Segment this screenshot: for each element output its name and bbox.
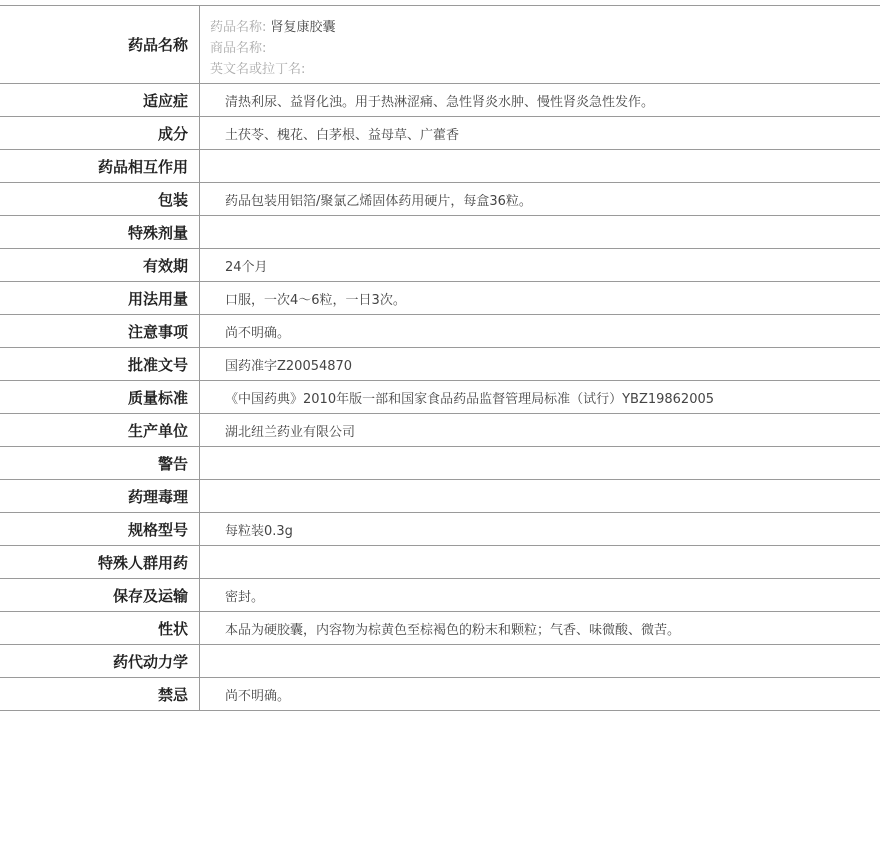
- row-precautions: [0, 315, 880, 348]
- row-indications: [0, 84, 880, 117]
- value-quality-standard: 《中国药典》2010年版一部和国家食品药品监督管理局标准（试行）YBZ19862005: [225, 391, 715, 407]
- drug-name-block: [200, 6, 880, 83]
- value-ingredients: 土茯苓、槐花、白茅根、益母草、广藿香: [225, 127, 460, 143]
- row-special-populations: [0, 546, 880, 579]
- row-quality-standard: [0, 381, 880, 414]
- value-warning: [200, 447, 880, 479]
- value-special-populations: [200, 546, 880, 578]
- row-description: [0, 612, 880, 645]
- drug-info-table: [0, 5, 880, 711]
- label-precautions: 注意事项: [0, 315, 200, 347]
- label-quality-standard: 质量标准: [0, 381, 200, 413]
- row-shelf-life: [0, 249, 880, 282]
- generic-name-value: 肾复康胶囊: [270, 20, 336, 35]
- label-approval-number: 批准文号: [0, 348, 200, 380]
- row-special-dosage: [0, 216, 880, 249]
- label-pharmacology: 药理毒理: [0, 480, 200, 512]
- row-manufacturer: [0, 414, 880, 447]
- label-contraindications: 禁忌: [0, 678, 200, 710]
- trade-name-line: [210, 38, 880, 59]
- row-pharmacokinetics: [0, 645, 880, 678]
- label-shelf-life: 有效期: [0, 249, 200, 281]
- value-specification: 每粒装0.3g: [225, 523, 293, 539]
- row-storage: [0, 579, 880, 612]
- row-specification: [0, 513, 880, 546]
- label-description: 性状: [0, 612, 200, 644]
- label-storage: 保存及运输: [0, 579, 200, 611]
- label-specification: 规格型号: [0, 513, 200, 545]
- value-usage: 口服，一次4～6粒，一日3次。: [225, 292, 406, 308]
- row-contraindications: [0, 678, 880, 711]
- value-approval-number: 国药准字Z20054870: [225, 358, 353, 374]
- label-usage: 用法用量: [0, 282, 200, 314]
- generic-name-label: 药品名称:: [210, 20, 267, 35]
- label-pharmacokinetics: 药代动力学: [0, 645, 200, 677]
- value-pharmacokinetics: [200, 645, 880, 677]
- row-warning: [0, 447, 880, 480]
- label-special-populations: 特殊人群用药: [0, 546, 200, 578]
- english-name-line: [210, 59, 880, 80]
- label-manufacturer: 生产单位: [0, 414, 200, 446]
- label-interactions: 药品相互作用: [0, 150, 200, 182]
- value-special-dosage: [200, 216, 880, 248]
- value-storage: 密封。: [225, 589, 265, 605]
- row-interactions: [0, 150, 880, 183]
- value-contraindications: 尚不明确。: [225, 688, 291, 704]
- value-precautions: 尚不明确。: [225, 325, 291, 341]
- label-special-dosage: 特殊剂量: [0, 216, 200, 248]
- label-packaging: 包装: [0, 183, 200, 215]
- value-packaging: 药品包装用铝箔/聚氯乙烯固体药用硬片，每盒36粒。: [225, 193, 532, 209]
- label-warning: 警告: [0, 447, 200, 479]
- row-ingredients: [0, 117, 880, 150]
- label-drug-name: 药品名称: [0, 6, 200, 83]
- value-interactions: [200, 150, 880, 182]
- row-pharmacology: [0, 480, 880, 513]
- row-usage: [0, 282, 880, 315]
- trade-name-label: 商品名称:: [210, 41, 267, 56]
- value-shelf-life: 24个月: [225, 259, 268, 275]
- value-description: 本品为硬胶囊，内容物为棕黄色至棕褐色的粉末和颗粒；气香、味微酸、微苦。: [225, 622, 681, 638]
- row-packaging: [0, 183, 880, 216]
- value-pharmacology: [200, 480, 880, 512]
- row-drug-name: [0, 6, 880, 84]
- label-ingredients: 成分: [0, 117, 200, 149]
- label-indications: 适应症: [0, 84, 200, 116]
- value-indications: 清热利尿、益肾化浊。用于热淋涩痛、急性肾炎水肿、慢性肾炎急性发作。: [225, 94, 655, 110]
- english-name-label: 英文名或拉丁名:: [210, 62, 306, 77]
- value-manufacturer: 湖北纽兰药业有限公司: [225, 424, 356, 440]
- generic-name-line: [210, 17, 880, 38]
- row-approval-number: [0, 348, 880, 381]
